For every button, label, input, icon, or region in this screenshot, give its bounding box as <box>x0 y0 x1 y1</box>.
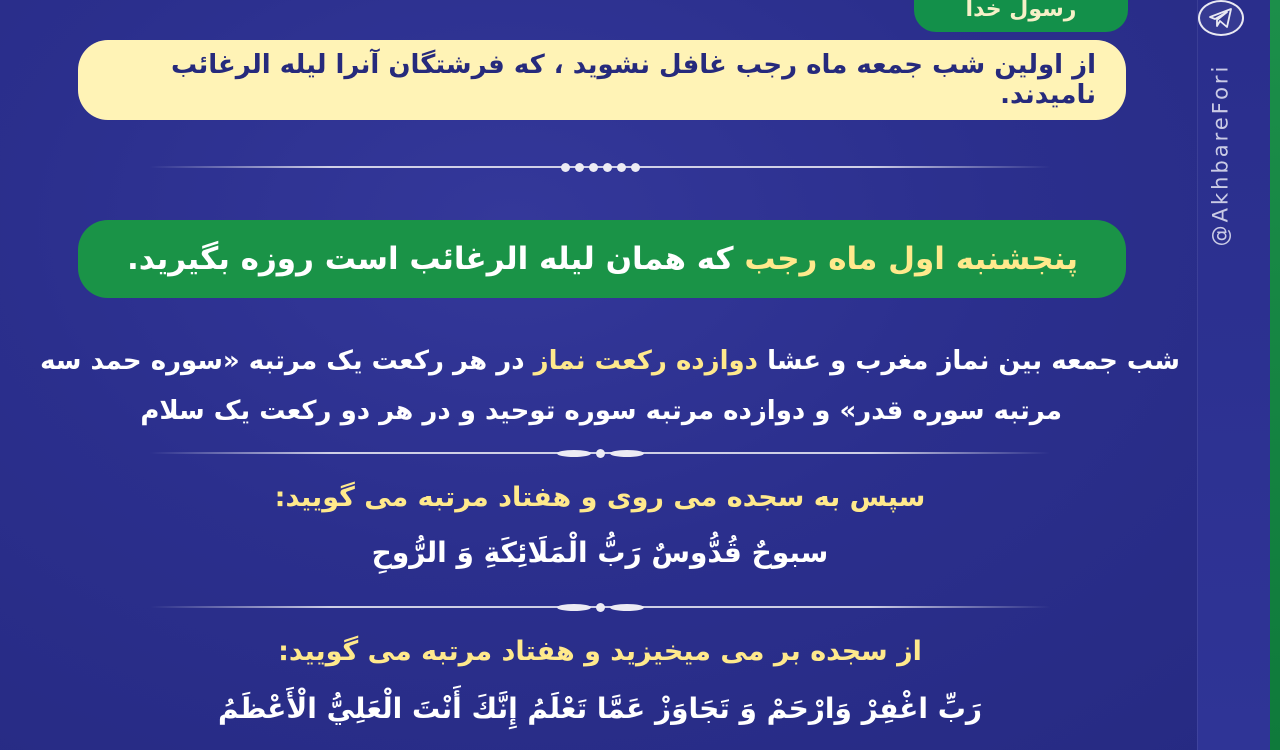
divider <box>150 600 1050 614</box>
source-label: رسول خدا <box>914 0 1128 32</box>
hadith-text: از اولین شب جمعه ماه رجب غافل نشوید ، که فرشتگان آنرا لیله الرغائب نامیدند. <box>171 50 1096 110</box>
hadith-box <box>78 40 1126 120</box>
prayer-instructions <box>40 336 1180 436</box>
fasting-banner <box>78 220 1126 298</box>
rise-instruction: از سجده بر می میخیزید و هفتاد مرتبه می گویید: <box>278 636 922 667</box>
telegram-icon[interactable] <box>1198 0 1244 36</box>
rise-dhikr: رَبِّ اغْفِرْ وَارْحَمْ وَ تَجَاوَزْ عَمَّا تَعْلَمُ إِنَّكَ أَنْتَ الْعَلِيُّ الْأَعْظَمُ <box>218 692 982 725</box>
divider <box>150 446 1050 460</box>
divider <box>150 160 1050 174</box>
prayer-line-2: مرتبه سوره قدر» و دوازده مرتبه سوره توحید و در هر دو رکعت یک سلام <box>140 396 1062 426</box>
sajdah-instruction: سپس به سجده می روی و هفتاد مرتبه می گویید: <box>274 482 926 513</box>
fasting-text: پنجشنبه اول ماه رجب که همان لیله الرغائب است روزه بگیرید. <box>126 241 1078 277</box>
green-edge-stripe <box>1270 0 1280 750</box>
channel-handle: @AkhbareFori <box>1208 63 1232 247</box>
sajdah-dhikr: سبوحٌ قُدُّوسٌ رَبُّ الْمَلَائِکَةِ وَ الرُّوحِ <box>371 536 829 569</box>
prayer-line-1: شب جمعه بین نماز مغرب و عشا دوازده رکعت نماز در هر رکعت یک مرتبه «سوره حمد سه <box>40 346 1180 376</box>
